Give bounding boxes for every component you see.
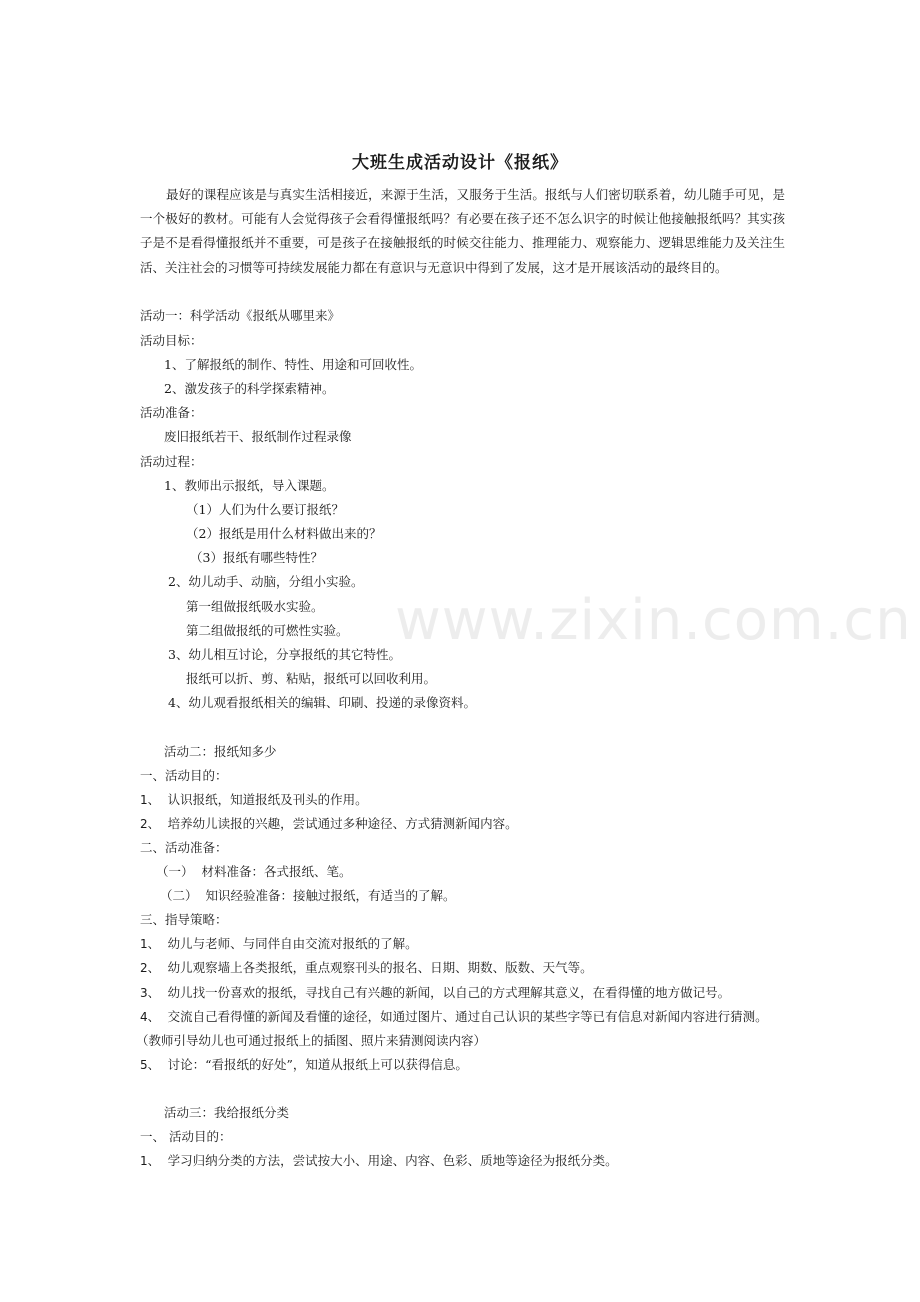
activity3-goal-1-text: 学习归纳分类的方法，尝试按大小、用途、内容、色彩、质地等途径为报纸分类。 [167, 1153, 618, 1168]
activity1-step-2: 2、幼儿动手、动脑，分组小实验。 [168, 574, 364, 589]
activity2-strategy-1-number: 1、 [140, 937, 160, 951]
activity1-goal-2: 2、激发孩子的科学探索精神。 [164, 381, 335, 396]
activity2-prep-2-text: 知识经验准备：接触过报纸，有适当的了解。 [205, 888, 456, 903]
activity2-prep-1-number: （一） [156, 864, 194, 879]
activity1-group-1: 第一组做报纸吸水实验。 [186, 599, 324, 614]
activity1-step-3: 3、幼儿相互讨论，分享报纸的其它特性。 [168, 647, 401, 662]
activity2-goal-1-text: 认识报纸，知道报纸及刊头的作用。 [167, 792, 368, 807]
activity1-question-1: （1）人们为什么要订报纸？ [186, 502, 344, 517]
watermark: www.zixin.com.cn [395, 588, 912, 653]
activity3-goal-1 [140, 1151, 618, 1171]
intro-paragraph: 最好的课程应该是与真实生活相接近，来源于生活，又服务于生活。报纸与人们密切联系着，幼儿随手可见，是一个极好的教材。可能有人会觉得孩子会看得懂报纸吗？有必要在孩子还不怎么识字的时候让他接触报纸吗？其实孩子是不是看得懂报纸并不重要，可是孩子在接触报纸的时候交往能力、推理能力、观察能力、逻辑思维能力及关注生活、关注社会的习惯等可持续发展能力都在有意识与无意识中得到了发展，这才是开展该活动的最终目的。 [140, 187, 785, 275]
activity2-strategy-3-text: 幼儿找一份喜欢的报纸，寻找自己有兴趣的新闻，以自己的方式理解其意义，在看得懂的地方做记号。 [167, 985, 731, 1000]
activity1-group-2: 第二组做报纸的可燃性实验。 [186, 623, 349, 638]
activity1-step-3-detail: 报纸可以折、剪、粘贴，报纸可以回收利用。 [186, 671, 437, 686]
activity2-strategy-4 [140, 1007, 768, 1027]
activity2-prep-2-number: （二） [160, 888, 198, 903]
activity1-question-2: （2）报纸是用什么材料做出来的？ [186, 526, 382, 541]
activity2-prep-label: 二、活动准备： [140, 840, 228, 855]
document-title: 大班生成活动设计《报纸》 [352, 153, 568, 173]
activity3-goal-label: 一、 活动目的： [140, 1129, 232, 1144]
activity2-strategy-2 [140, 958, 593, 978]
activity2-prep-2 [160, 886, 455, 906]
activity2-strategy-3 [140, 983, 730, 1003]
activity2-strategy-5-number: 5、 [140, 1058, 160, 1072]
activity2-strategy-5 [140, 1055, 468, 1075]
activity3-heading: 活动三：我给报纸分类 [164, 1105, 290, 1120]
activity1-step-1: 1、教师出示报纸，导入课题。 [164, 478, 335, 493]
activity1-prep: 废旧报纸若干、报纸制作过程录像 [164, 429, 352, 444]
activity2-prep-1-text: 材料准备：各式报纸、笔。 [201, 864, 352, 879]
activity2-goal-2-text: 培养幼儿读报的兴趣，尝试通过多种途径、方式猜测新闻内容。 [167, 816, 518, 831]
activity2-strategy-3-number: 3、 [140, 986, 160, 1000]
activity2-strategy-2-text: 幼儿观察墙上各类报纸，重点观察刊头的报名、日期、期数、版数、天气等。 [167, 960, 593, 975]
activity2-strategy-4-number: 4、 [140, 1010, 160, 1024]
activity2-goal-2-number: 2、 [140, 817, 160, 831]
activity1-question-3: （3）报纸有哪些特性？ [190, 550, 323, 565]
activity1-heading: 活动一：科学活动《报纸从哪里来》 [140, 308, 341, 323]
activity2-goal-label: 一、活动目的： [140, 768, 228, 783]
activity2-strategy-1-text: 幼儿与老师、与同伴自由交流对报纸的了解。 [167, 936, 418, 951]
activity1-goal-label: 活动目标： [140, 333, 203, 348]
activity2-strategy-1 [140, 934, 418, 954]
activity2-strategy-5-text: 讨论：“看报纸的好处”，知道从报纸上可以获得信息。 [167, 1057, 468, 1072]
activity1-goal-1: 1、了解报纸的制作、特性、用途和可回收性。 [164, 357, 422, 372]
activity2-heading: 活动二：报纸知多少 [164, 744, 277, 759]
activity2-strategy-4-text: 交流自己看得懂的新闻及看懂的途径，如通过图片、通过自己认识的某些字等已有信息对新闻内容进行猜测。 [167, 1009, 768, 1024]
activity3-goal-1-number: 1、 [140, 1154, 160, 1168]
activity2-strategy-4-note: （教师引导幼儿也可通过报纸上的插图、照片来猜测阅读内容） [136, 1033, 487, 1048]
activity2-strategy-2-number: 2、 [140, 961, 160, 975]
activity2-goal-2 [140, 814, 518, 834]
activity1-step-4: 4、幼儿观看报纸相关的编辑、印刷、投递的录像资料。 [168, 695, 476, 710]
activity2-goal-1 [140, 790, 368, 810]
activity2-prep-1 [156, 862, 351, 882]
activity1-process-label: 活动过程： [140, 454, 203, 469]
activity2-goal-1-number: 1、 [140, 793, 160, 807]
activity1-prep-label: 活动准备： [140, 405, 203, 420]
activity2-strategy-label: 三、指导策略： [140, 912, 228, 927]
